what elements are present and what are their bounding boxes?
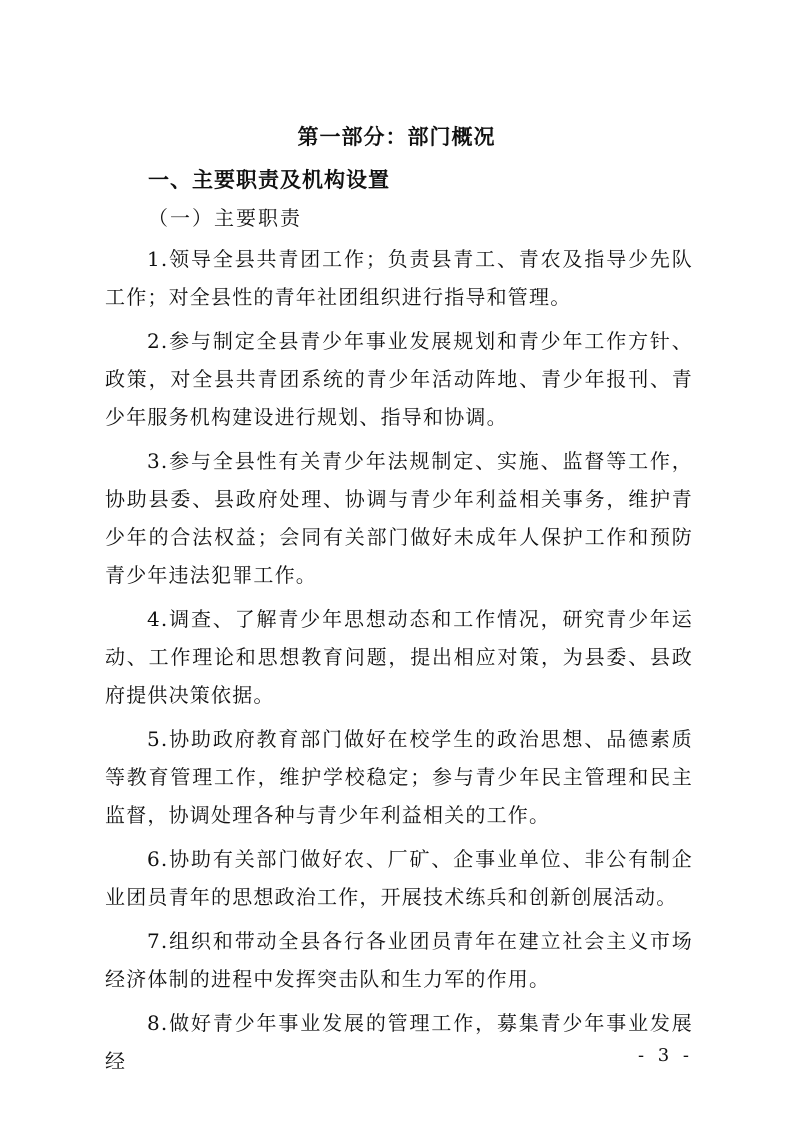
part-title: 第一部分：部门概况 (297, 124, 496, 149)
page-number: - 3 - (637, 1045, 693, 1066)
body-text (105, 240, 693, 1086)
paragraph-duty-6: 6.协助有关部门做好农、厂矿、企事业单位、非公有制企业团员青年的思想政治工作，开展技术练兵和创新创展活动。 (105, 847, 693, 909)
subsection-heading: （一）主要职责 (148, 206, 302, 230)
paragraph-duty-7: 7.组织和带动全县各行各业团员青年在建立社会主义市场经济体制的进程中发挥突击队和生力军的作用。 (105, 929, 693, 991)
paragraph-duty-1: 1.领导全县共青团工作；负责县青工、青农及指导少先队工作；对全县性的青年社团组织进行指导和管理。 (105, 247, 693, 309)
paragraph-duty-5: 5.协助政府教育部门做好在校学生的政治思想、品德素质等教育管理工作，维护学校稳定；参与青少年民主管理和民主监督，协调处理各种与青少年利益相关的工作。 (105, 727, 693, 827)
paragraph-duty-3: 3.参与全县性有关青少年法规制定、实施、监督等工作，协助县委、县政府处理、协调与青少年利益相关事务，维护青少年的合法权益；会同有关部门做好未成年人保护工作和预防青少年违法犯罪工作。 (105, 449, 693, 587)
paragraph-duty-2: 2.参与制定全县青少年事业发展规划和青少年工作方针、政策，对全县共青团系统的青少年活动阵地、青少年报刊、青少年服务机构建设进行规划、指导和协调。 (105, 329, 693, 429)
paragraph-duty-4: 4.调查、了解青少年思想动态和工作情况，研究青少年运动、工作理论和思想教育问题，提出相应对策，为县委、县政府提供决策依据。 (105, 607, 693, 707)
paragraph-duty-8: 8.做好青少年事业发展的管理工作，募集青少年事业发展经 (105, 1011, 693, 1073)
section-heading: 一、主要职责及机构设置 (148, 167, 390, 192)
